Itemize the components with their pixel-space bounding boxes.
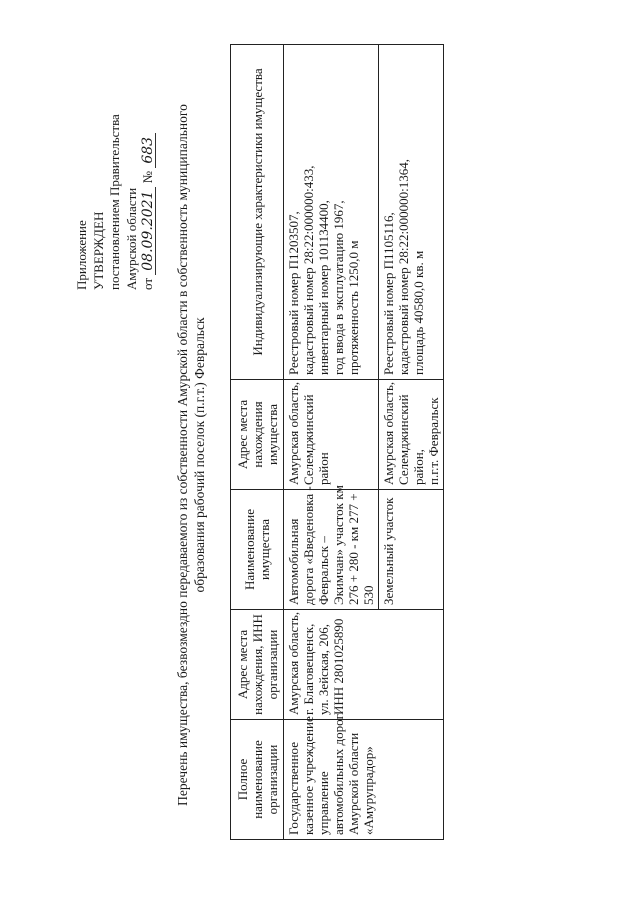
property-name-cell: Автомобильная дорога «Введеновка - Февральск – Экимчан» участок км 276 + 280 - км 277 + 530 bbox=[284, 490, 379, 610]
title-line-2: образования рабочий поселок (п.г.т.) Февральск bbox=[192, 317, 207, 593]
org-address-cell: Амурская область, г. Благовещенск, ул. Зейская, 206, ИНН 2801025890 bbox=[284, 610, 444, 720]
table-row bbox=[284, 45, 379, 840]
header-property-address: Адрес места нахождения имущества bbox=[231, 380, 284, 490]
header-org-name: Полное наименование организации bbox=[231, 720, 284, 840]
header-characteristics: Индивидуализирующие характеристики имущества bbox=[231, 45, 284, 380]
header-property-name: Наименование имущества bbox=[231, 490, 284, 610]
property-address-cell: Амурская область, Селемджинский район, п.г.т. Февральск bbox=[379, 380, 444, 490]
document-title bbox=[174, 95, 208, 815]
approval-approved-label: УТВЕРЖДЕН bbox=[90, 211, 106, 290]
characteristics-cell: Реестровый номер П1203507, кадастровый номер 28:22:000000:433, инвентарный номер 101134400, год ввода в эксплуатацию 1967, протяженность 1250,0 м bbox=[284, 45, 379, 380]
table-header-row bbox=[231, 45, 284, 840]
approval-date-line bbox=[140, 20, 157, 290]
org-name-cell: Государственное казенное учреждение управление автомобильных дорог Амурской области «Амурупрадор» bbox=[284, 720, 444, 840]
number-prefix: № bbox=[140, 170, 155, 184]
approval-appendix-label: Приложение bbox=[74, 220, 89, 290]
approval-block bbox=[74, 20, 157, 290]
handwritten-date: 08.09.2021 bbox=[141, 187, 156, 275]
property-address-cell: Амурская область, Селемджинский район bbox=[284, 380, 379, 490]
property-name-cell: Земельный участок bbox=[379, 490, 444, 610]
header-org-address: Адрес места нахождения, ИНН организации bbox=[231, 610, 284, 720]
title-line-1: Перечень имущества, безвозмездно передаваемого из собственности Амурской области в собственность муниципального bbox=[175, 104, 190, 806]
handwritten-number: 683 bbox=[141, 133, 156, 168]
property-table bbox=[230, 44, 444, 840]
approval-issuer-line: постановлением Правительства bbox=[107, 114, 122, 290]
characteristics-cell: Реестровый номер П1105116, кадастровый номер 28:22:000000:1364, площадь 40580,0 кв. м bbox=[379, 45, 444, 380]
date-prefix: от bbox=[140, 277, 155, 290]
approval-region-line: Амурской области bbox=[123, 187, 139, 290]
